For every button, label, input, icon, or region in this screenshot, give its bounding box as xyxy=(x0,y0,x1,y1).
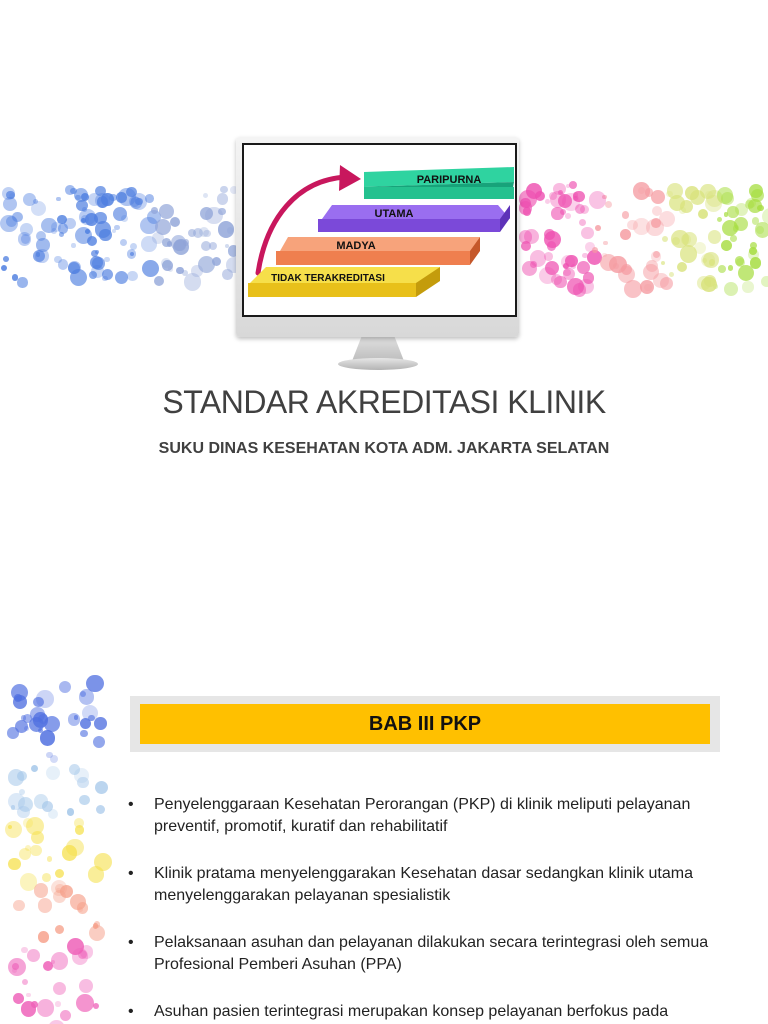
bokeh-dot xyxy=(104,257,109,262)
bullet-dot-icon: • xyxy=(128,934,134,951)
bokeh-dot xyxy=(526,183,542,199)
bokeh-dot xyxy=(728,265,734,271)
bokeh-dot xyxy=(680,245,698,263)
bokeh-dot xyxy=(47,856,53,862)
bokeh-dot xyxy=(85,229,90,234)
bullet-list xyxy=(128,794,728,1024)
bokeh-dot xyxy=(709,259,715,265)
section-heading: BAB III PKP xyxy=(140,704,710,744)
bokeh-dot xyxy=(27,949,40,962)
bokeh-dot xyxy=(218,221,234,237)
bokeh-dot xyxy=(46,752,52,758)
bokeh-dot xyxy=(74,188,88,202)
bokeh-dot xyxy=(58,259,69,270)
bokeh-dot xyxy=(46,766,60,780)
bullet-item xyxy=(128,863,728,907)
bokeh-dot xyxy=(91,265,104,278)
bokeh-dot xyxy=(68,262,80,274)
bokeh-dot xyxy=(93,1003,99,1009)
bokeh-dot xyxy=(661,261,665,265)
bokeh-dot xyxy=(88,866,105,883)
bokeh-dot xyxy=(757,205,764,212)
bokeh-dot xyxy=(75,825,84,834)
bokeh-dot xyxy=(59,232,64,237)
bokeh-dot xyxy=(733,225,739,231)
step-madya xyxy=(276,251,470,265)
bullet-dot-icon: • xyxy=(128,1003,134,1020)
bullet-item xyxy=(128,932,728,976)
bokeh-dot xyxy=(0,215,17,232)
bokeh-dot xyxy=(544,229,555,240)
bokeh-dot xyxy=(717,217,722,222)
bokeh-dot xyxy=(109,194,117,202)
bokeh-dot xyxy=(48,1020,65,1024)
bokeh-dot xyxy=(13,900,25,912)
bokeh-dot xyxy=(550,191,566,207)
bokeh-dot xyxy=(36,690,54,708)
bokeh-dot xyxy=(14,694,22,702)
bokeh-dot xyxy=(89,925,105,941)
bokeh-dot xyxy=(1,265,7,271)
bokeh-dot xyxy=(114,225,119,230)
bokeh-dot xyxy=(721,240,732,251)
bokeh-dot xyxy=(666,191,672,197)
bokeh-dot xyxy=(37,999,55,1017)
monitor-illustration xyxy=(236,137,519,337)
bokeh-dot xyxy=(55,925,64,934)
bokeh-dot xyxy=(579,219,586,226)
bokeh-dot xyxy=(162,238,171,247)
arrow-head-icon xyxy=(339,165,361,191)
bokeh-dot xyxy=(701,277,716,292)
bokeh-dot xyxy=(551,274,562,285)
bokeh-dot xyxy=(551,207,563,219)
bokeh-dot xyxy=(95,781,108,794)
bokeh-dot xyxy=(170,217,180,227)
bullet-text: Penyelenggaraan Kesehatan Perorangan (PKP) di klinik meliputi pelayanan preventif, promotif, kuratif dan rehabilitatif xyxy=(154,796,691,835)
bokeh-dot xyxy=(519,230,532,243)
bokeh-dot xyxy=(174,240,185,251)
step-label-madya: MADYA xyxy=(336,240,376,252)
bokeh-dot xyxy=(55,869,64,878)
bokeh-dot xyxy=(8,858,20,870)
bokeh-dot xyxy=(724,282,738,296)
bokeh-dot xyxy=(94,717,106,729)
bokeh-dot xyxy=(581,227,594,240)
bokeh-dot xyxy=(5,821,22,838)
bokeh-dot xyxy=(22,979,28,985)
bokeh-dot xyxy=(718,265,726,273)
bokeh-dot xyxy=(151,207,158,214)
bullet-text: Pelaksanaan asuhan dan pelayanan dilakukan secara terintegrasi oleh semua Profesional Pemberi Asuhan (PPA) xyxy=(154,934,709,973)
bokeh-dot xyxy=(730,235,737,242)
bokeh-dot xyxy=(727,206,739,218)
bullet-text: Klinik pratama menyelenggarakan Kesehatan dasar sedangkan klinik utama menyelenggarakan pelayanan spesialistik xyxy=(154,865,693,904)
content-slide xyxy=(0,646,768,1024)
monitor-screen xyxy=(242,143,517,317)
bokeh-dot xyxy=(698,209,709,220)
step-label-tidak-terakreditasi: TIDAK TERAKREDITASI xyxy=(271,273,385,284)
step-utama xyxy=(318,219,500,232)
bokeh-dot xyxy=(622,211,629,218)
bokeh-dot xyxy=(77,777,88,788)
bokeh-dot xyxy=(26,817,44,835)
bokeh-dot xyxy=(21,234,30,243)
slide-title: STANDAR AKREDITASI KLINIK xyxy=(162,384,606,420)
bokeh-dot xyxy=(93,736,106,749)
bokeh-dot xyxy=(77,902,88,913)
bokeh-dot xyxy=(8,793,25,810)
bokeh-dot xyxy=(660,277,673,290)
bokeh-dot xyxy=(203,193,208,198)
bokeh-dot xyxy=(708,230,722,244)
bokeh-dot xyxy=(51,880,67,896)
bokeh-dot xyxy=(624,280,642,298)
bokeh-dot xyxy=(577,261,590,274)
bokeh-dot xyxy=(76,994,94,1012)
slide-divider xyxy=(0,636,768,646)
bokeh-dot xyxy=(62,845,78,861)
bokeh-dot xyxy=(13,993,24,1004)
bullet-dot-icon: • xyxy=(128,796,134,813)
bokeh-dot xyxy=(679,207,686,214)
section-heading-box xyxy=(130,696,720,752)
bokeh-dot xyxy=(522,261,537,276)
bokeh-dot xyxy=(603,241,607,245)
bokeh-dot xyxy=(71,243,75,247)
bokeh-dot xyxy=(142,260,159,277)
bokeh-dot xyxy=(87,236,97,246)
slide-subtitle: SUKU DINAS KESEHATAN KOTA ADM. JAKARTA SELATAN xyxy=(158,440,610,457)
bokeh-dot xyxy=(145,194,154,203)
bokeh-dot xyxy=(17,277,27,287)
bokeh-dot xyxy=(217,193,228,204)
bokeh-dot xyxy=(212,257,221,266)
bokeh-dot xyxy=(67,808,74,815)
bokeh-dot xyxy=(34,883,49,898)
bokeh-dot xyxy=(721,192,735,206)
bokeh-dot xyxy=(155,219,171,235)
bokeh-dot xyxy=(8,769,24,785)
bokeh-dot xyxy=(88,193,101,206)
bokeh-dot xyxy=(130,197,142,209)
bokeh-dot xyxy=(745,200,753,208)
bokeh-dot xyxy=(130,243,137,250)
bokeh-dot xyxy=(644,284,651,291)
bokeh-dot xyxy=(154,276,164,286)
bokeh-dot xyxy=(589,191,607,209)
bokeh-dot xyxy=(161,258,171,268)
bokeh-dot xyxy=(80,730,87,737)
bokeh-dot xyxy=(565,213,571,219)
bokeh-dot xyxy=(583,272,594,283)
bokeh-dot xyxy=(209,242,217,250)
accreditation-stairs xyxy=(244,145,515,315)
bokeh-dot xyxy=(96,805,105,814)
bokeh-dot xyxy=(56,197,60,201)
bokeh-dot xyxy=(95,221,111,237)
bullet-dot-icon: • xyxy=(128,865,134,882)
bokeh-dot xyxy=(563,269,571,277)
bokeh-dot xyxy=(595,225,601,231)
bokeh-dot xyxy=(669,272,674,277)
bokeh-dot xyxy=(750,257,762,269)
bokeh-dot xyxy=(40,730,55,745)
bokeh-dot xyxy=(651,190,665,204)
bokeh-dot xyxy=(80,718,91,729)
bokeh-dot xyxy=(67,938,84,955)
bokeh-dot xyxy=(48,809,58,819)
bokeh-dot xyxy=(600,254,617,271)
bokeh-dot xyxy=(646,219,664,237)
bokeh-dot xyxy=(31,765,39,773)
step-paripurna xyxy=(364,187,514,199)
bokeh-dot xyxy=(620,229,631,240)
bokeh-dot xyxy=(523,207,532,216)
bokeh-dot xyxy=(15,720,28,733)
bokeh-dot xyxy=(38,931,50,943)
bokeh-dot xyxy=(60,1010,71,1021)
bokeh-dot xyxy=(42,873,51,882)
bokeh-dot xyxy=(38,898,53,913)
bokeh-dot xyxy=(57,215,66,224)
step-tidak-terakreditasi xyxy=(248,283,416,297)
bokeh-dot xyxy=(184,273,202,291)
bokeh-dot xyxy=(26,993,30,997)
bokeh-dot xyxy=(53,982,66,995)
step-label-paripurna: PARIPURNA xyxy=(416,174,482,186)
bokeh-dot xyxy=(742,281,753,292)
bullet-text: Asuhan pasien terintegrasi merupakan konsep pelayanan berfokus pada xyxy=(154,1003,669,1020)
bokeh-dot xyxy=(51,952,68,969)
bokeh-dot xyxy=(120,239,127,246)
bokeh-dot xyxy=(30,845,41,856)
monitor-stand-base xyxy=(338,358,418,370)
bokeh-dot xyxy=(592,247,598,253)
bullet-item xyxy=(128,1001,728,1023)
bokeh-dot xyxy=(573,283,586,296)
bokeh-dot xyxy=(79,689,95,705)
bokeh-dot xyxy=(55,1001,60,1006)
bokeh-dot xyxy=(21,1001,37,1017)
bokeh-dot xyxy=(79,979,93,993)
bokeh-dot xyxy=(662,236,668,242)
bokeh-dot xyxy=(700,184,715,199)
bullet-item xyxy=(128,794,728,838)
bokeh-dot xyxy=(750,242,757,249)
bokeh-dot xyxy=(30,707,45,722)
bokeh-dot xyxy=(127,271,137,281)
bokeh-dot xyxy=(633,182,651,200)
bokeh-dot xyxy=(115,271,128,284)
bokeh-dot xyxy=(3,197,17,211)
bokeh-dot xyxy=(220,186,228,194)
bokeh-dot xyxy=(59,681,71,693)
bokeh-dot xyxy=(3,256,9,262)
bokeh-dot xyxy=(569,181,577,189)
bokeh-dot xyxy=(677,262,687,272)
step-label-utama: UTAMA xyxy=(374,208,414,220)
bokeh-dot xyxy=(126,187,136,197)
bokeh-dot xyxy=(79,795,90,806)
bokeh-dot xyxy=(761,276,768,287)
